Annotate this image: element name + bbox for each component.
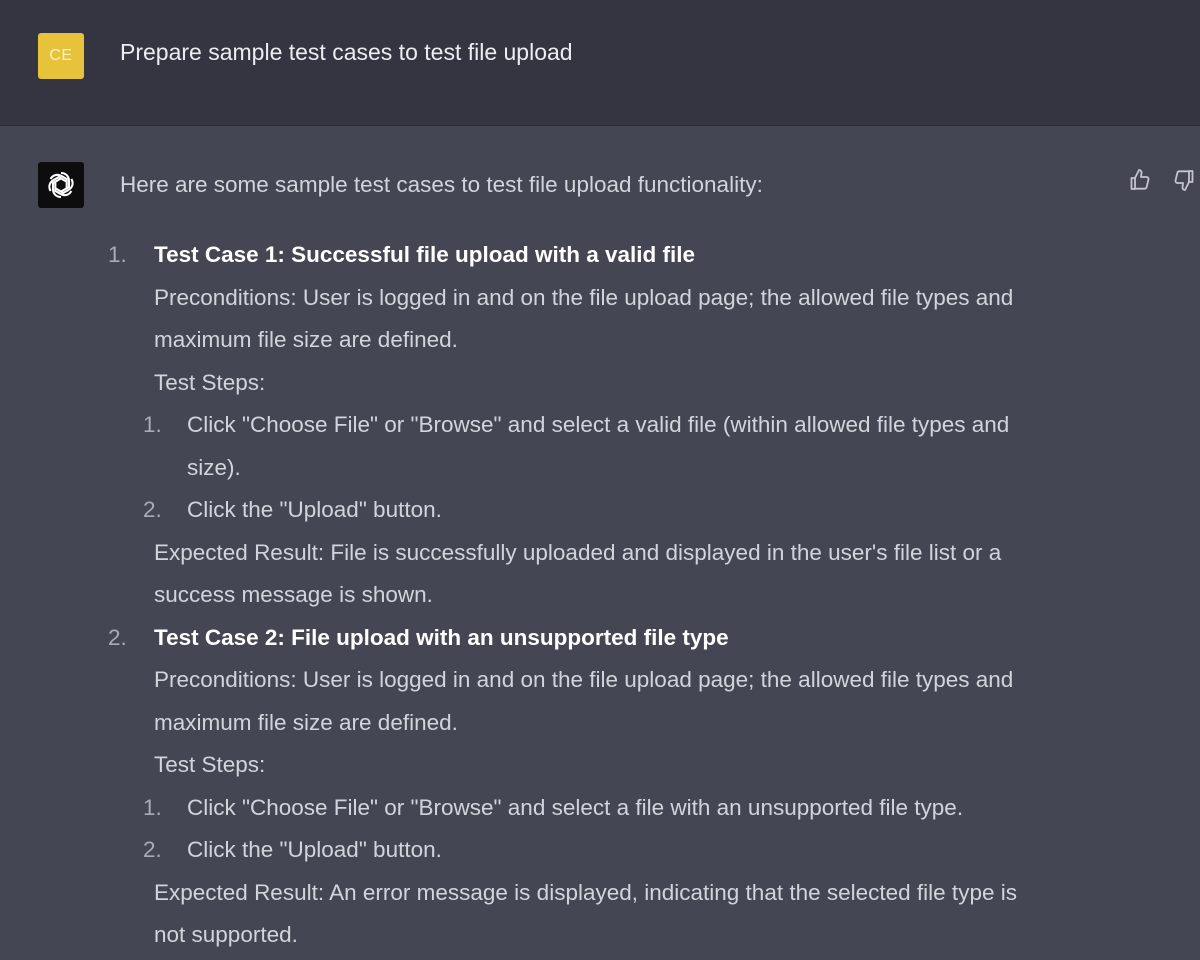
step-text: Click "Choose File" or "Browse" and select a file with an unsupported file type.: [187, 794, 964, 820]
preconditions-text: maximum file size are defined.: [154, 327, 458, 352]
test-case-item: [108, 234, 1120, 617]
list-number: 2.: [108, 624, 127, 650]
step-text: Click "Choose File" or "Browse" and select a valid file (within allowed file types and: [187, 412, 1010, 437]
assistant-intro: Here are some sample test cases to test file upload functionality:: [120, 172, 763, 197]
thumbs-down-button[interactable]: [1170, 166, 1198, 194]
user-message-row: [0, 0, 1200, 126]
preconditions-text: Preconditions: User is logged in and on the file upload page; the allowed file types and: [154, 667, 1014, 692]
user-avatar: CE: [38, 33, 84, 79]
preconditions-text: maximum file size are defined.: [154, 709, 458, 735]
preconditions-text: Preconditions: User is logged in and on the file upload page; the allowed file types and: [154, 284, 1014, 310]
expected-result-text: not supported.: [154, 922, 298, 947]
step-text: size).: [187, 454, 241, 480]
test-step-item: [120, 489, 1120, 532]
step-text: Click the "Upload" button.: [187, 497, 442, 522]
step-number: 2.: [143, 497, 162, 522]
list-number: 1.: [108, 242, 127, 267]
assistant-message-content: [108, 166, 1120, 957]
step-text: Click the "Upload" button.: [187, 837, 442, 862]
test-case-title: Test Case 2: File upload with an unsupported file type: [154, 624, 729, 650]
openai-logo-icon: [45, 169, 77, 201]
expected-result-text: Expected Result: File is successfully uploaded and displayed in the user's file list or a: [154, 539, 1002, 565]
test-steps-label: Test Steps:: [154, 752, 266, 777]
thumbs-up-icon: [1128, 168, 1152, 192]
test-case-item: [108, 617, 1120, 957]
test-step-item: [120, 404, 1120, 489]
step-number: 1.: [143, 794, 162, 820]
thumbs-down-icon: [1172, 168, 1196, 192]
step-number: 2.: [143, 837, 162, 862]
user-message-text: Prepare sample test cases to test file upload: [120, 39, 573, 65]
step-number: 1.: [143, 412, 162, 437]
expected-result-text: Expected Result: An error message is displayed, indicating that the selected file type is: [154, 879, 1017, 905]
test-step-item: [120, 829, 1120, 872]
expected-result-text: success message is shown.: [154, 582, 433, 607]
assistant-avatar: [38, 162, 84, 208]
test-steps-label: Test Steps:: [154, 369, 266, 395]
assistant-message-row: [0, 126, 1200, 960]
test-step-item: [120, 787, 1120, 830]
test-case-title: Test Case 1: Successful file upload with a valid file: [154, 242, 695, 267]
thumbs-up-button[interactable]: [1126, 166, 1154, 194]
